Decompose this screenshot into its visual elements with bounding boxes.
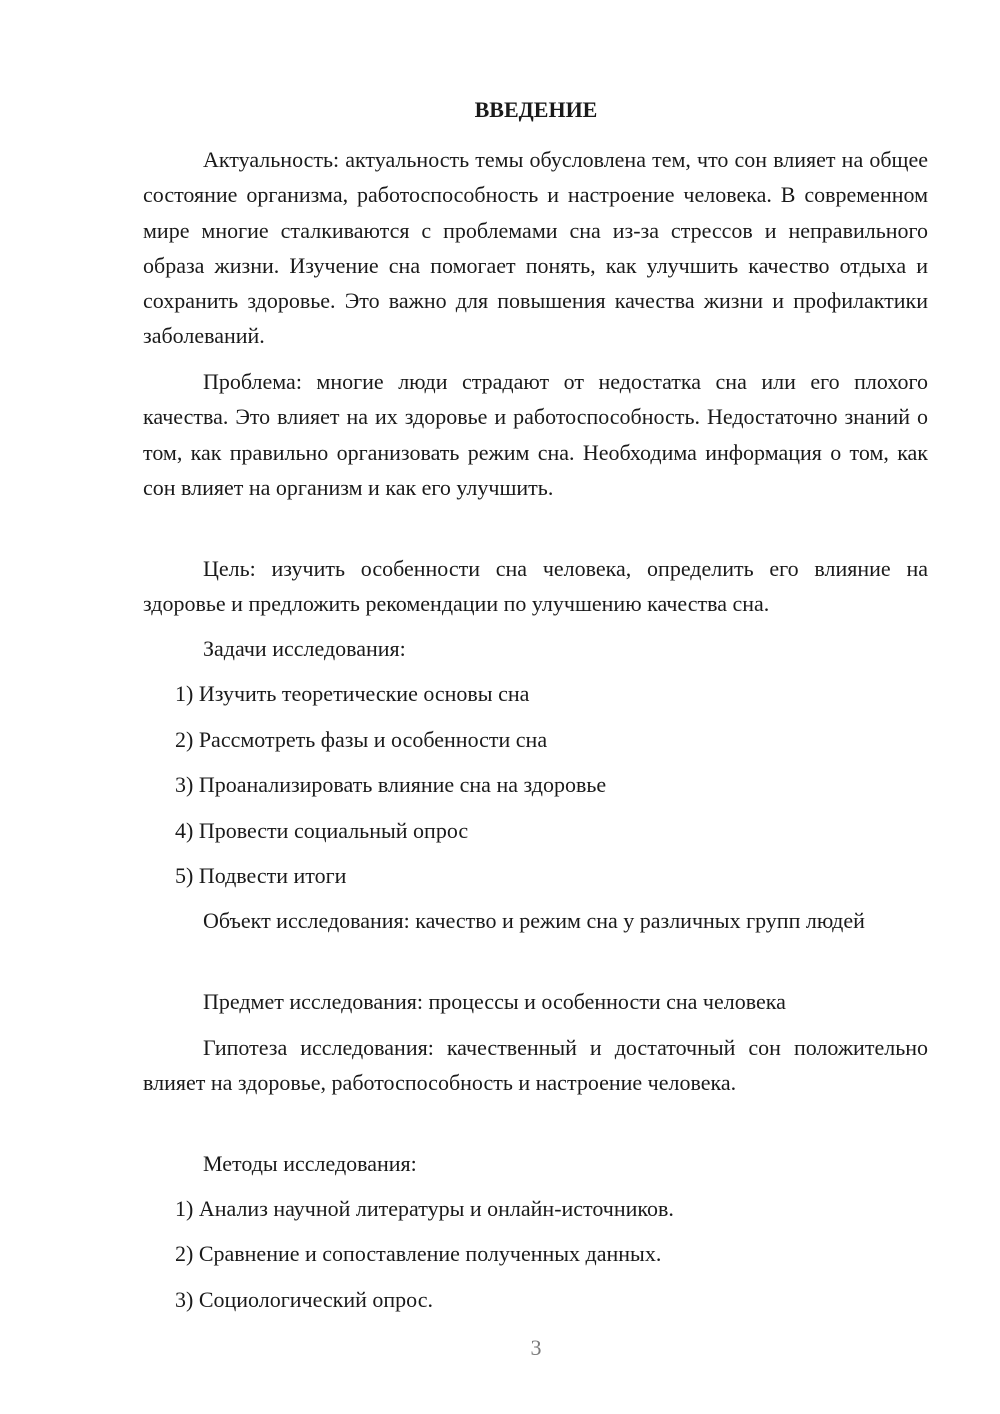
subject-paragraph: Предмет исследования: процессы и особенности сна человека: [203, 989, 786, 1014]
task-item: 1) Изучить теоретические основы сна: [175, 681, 530, 706]
task-item: 3) Проанализировать влияние сна на здоровье: [175, 772, 607, 797]
task-item: 2) Рассмотреть фазы и особенности сна: [175, 727, 548, 752]
method-item: 3) Социологический опрос.: [175, 1287, 433, 1312]
problem-paragraph: Проблема: многие люди страдают от недостатка сна или его плохого качества. Это влияет на их здоровье и работоспособность. Недостаточно знаний о том, как правильно организовать режим сна. Необходима информация о том, как сон влияет на организм и как его улучшить.: [143, 369, 928, 500]
page-number: 3: [530, 1335, 542, 1360]
method-item: 2) Сравнение и сопоставление полученных данных.: [175, 1241, 662, 1266]
object-paragraph: Объект исследования: качество и режим сна у различных групп людей: [203, 908, 865, 933]
goal-paragraph: Цель: изучить особенности сна человека, определить его влияние на здоровье и предложить рекомендации по улучшению качества сна.: [143, 556, 928, 617]
task-item: 4) Провести социальный опрос: [175, 818, 469, 843]
tasks-heading: Задачи исследования:: [203, 636, 406, 661]
methods-heading: Методы исследования:: [203, 1151, 417, 1176]
hypothesis-paragraph: Гипотеза исследования: качественный и достаточный сон положительно влияет на здоровье, работоспособность и настроение человека.: [143, 1035, 928, 1096]
task-item: 5) Подвести итоги: [175, 863, 347, 888]
relevance-paragraph: Актуальность: актуальность темы обусловлена тем, что сон влияет на общее состояние организма, работоспособность и настроение человека. В современном мире многие сталкиваются с проблемами сна из-за стрессов и неправильного образа жизни. Изучение сна помогает понять, как улучшить качество отдыха и сохранить здоровье. Это важно для повышения качества жизни и профилактики заболеваний.: [143, 147, 928, 349]
page-title: ВВЕДЕНИЕ: [474, 97, 598, 122]
method-item: 1) Анализ научной литературы и онлайн-источников.: [175, 1196, 674, 1221]
